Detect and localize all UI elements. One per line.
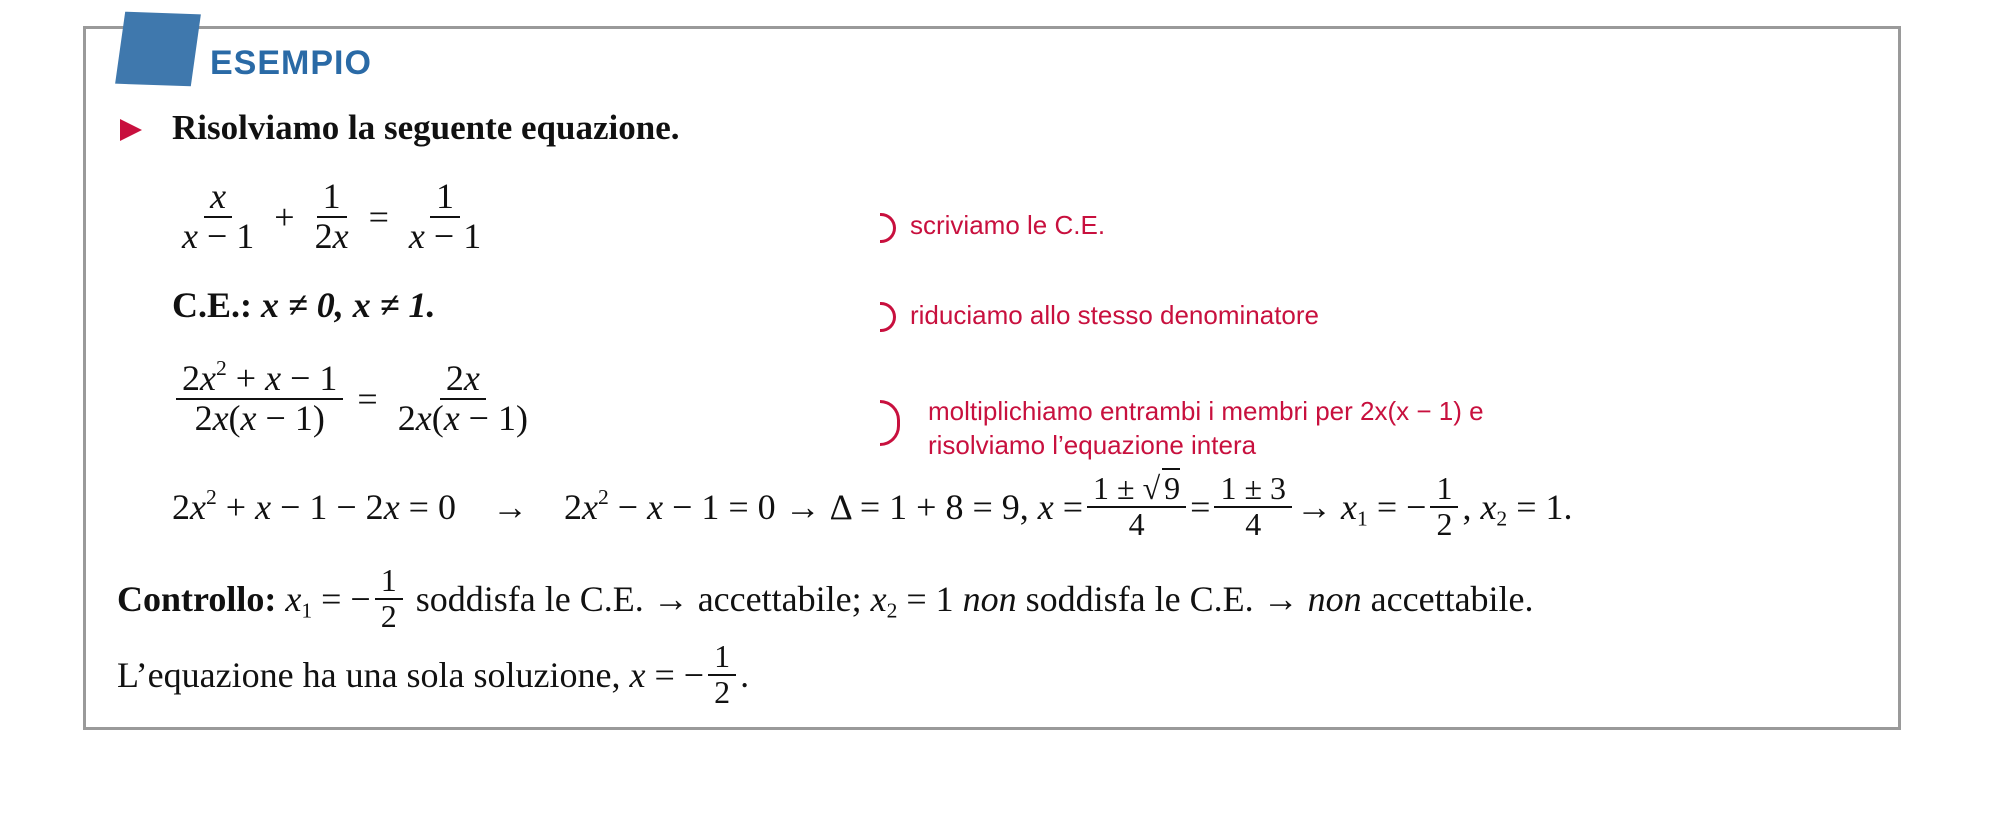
example-title: Risolviamo la seguente equazione. <box>172 108 680 147</box>
controllo-text-1: soddisfa le C.E. → accettabile; <box>415 578 862 619</box>
note-denominator: riduciamo allo stesso denominatore <box>910 300 1319 330</box>
existence-conditions <box>172 284 436 326</box>
example-tab-shape <box>115 12 201 87</box>
example-header: ESEMPIO <box>210 44 372 82</box>
note-multiply-line2: risolviamo l’equazione intera <box>928 430 1257 460</box>
final-text: L’equazione ha una sola soluzione, <box>117 654 621 695</box>
equation-common-denominator: $\frac{2x^2 + x - 1}{2x(x - 1)}$ = $\frac{2x}{2x(x - 1)}$ <box>172 360 538 438</box>
controllo-non-1: non <box>962 578 1017 619</box>
solution-line: $2x^2 + x - 1 - 2x = 0$ → $2x^2 - x - 1 = 0 \to \Delta = 1 + 8 = 9$, x = $\frac{1 \pm √ 9}{4}$ = $\frac{1 \pm 3}{4}$ → $x_1$ = − $\frac{1}{2}$ , $x_2 = 1$. <box>172 470 1573 542</box>
note-multiply-line1: moltiplichiamo entrambi i membri per 2x(x − 1) e <box>928 396 1484 426</box>
ce-label: C.E.: <box>172 285 252 325</box>
controllo-line: Controllo: $x_1$ = − $\frac{1}{2}$ soddisfa le C.E. → accettabile; $x_2 = 1$ non soddisfa le C.E. → non accettabile. <box>117 562 1534 634</box>
controllo-text-2: soddisfa le C.E. → <box>1025 578 1299 619</box>
equation-original: $\frac{x}{x - 1}$ + $\frac{1}{2x}$ = $\frac{1}{x - 1}$ <box>182 176 482 256</box>
controllo-text-3: accettabile. <box>1370 578 1534 619</box>
bullet-arrow-icon <box>120 119 142 141</box>
controllo-non-2: non <box>1307 578 1362 619</box>
controllo-label: Controllo: <box>117 578 277 619</box>
final-line: L’equazione ha una sola soluzione, x = − $\frac{1}{2}$ . <box>117 638 750 710</box>
note-ce: scriviamo le C.E. <box>910 210 1106 240</box>
ce-text: x ≠ 0, x ≠ 1. <box>261 285 436 325</box>
